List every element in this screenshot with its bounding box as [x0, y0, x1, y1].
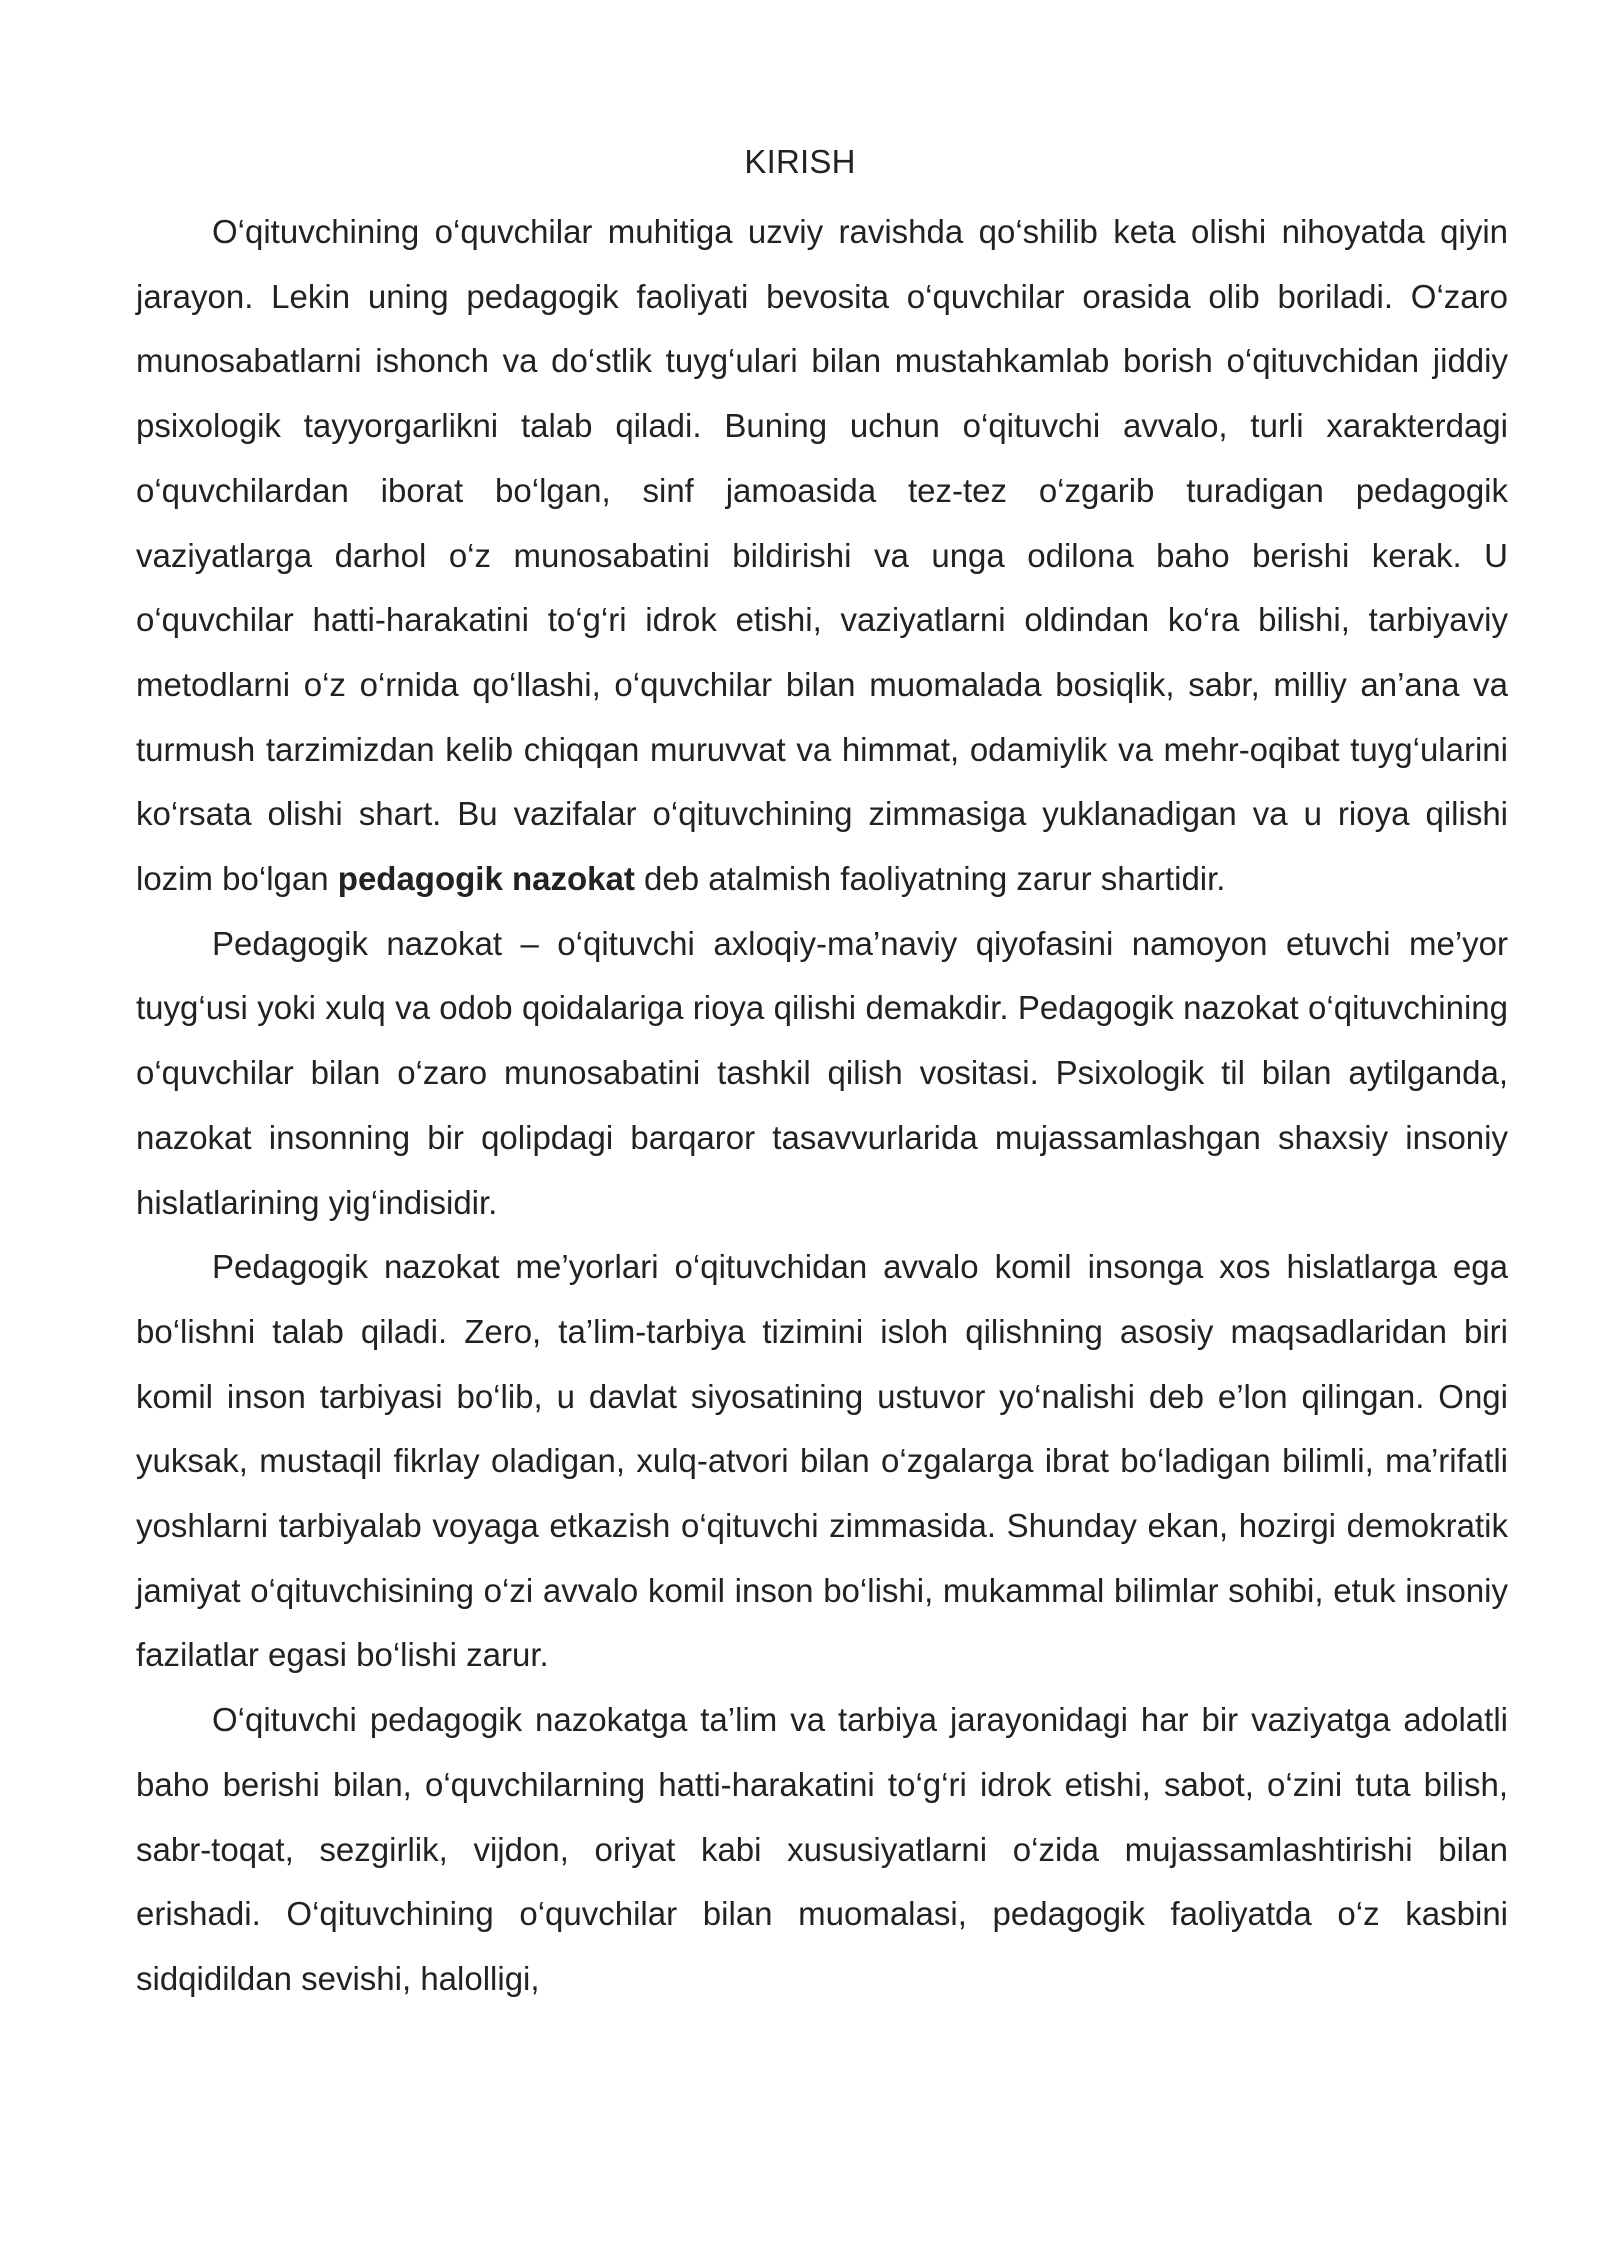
paragraph-1-text-end: deb atalmish faoliyatning zarur shartidir.	[634, 860, 1226, 898]
paragraph-1	[136, 200, 1508, 912]
paragraph-2: Pedagogik nazokat – o‘qituvchi axloqiy-ma’naviy qiyofasini namoyon etuvchi me’yor tuyg‘usi yoki xulq va odob qoidalariga rioya qilishi demakdir. Pedagogik nazokat o‘qituvchining o‘quvchilar bilan o‘zaro munosabatini tashkil qilish vositasi. Psixologik til bilan aytilganda, nazokat insonning bir qolipdagi barqaror tasavvurlarida mujassamlashgan shaxsiy insoniy hislatlarining yig‘indisidir.	[136, 924, 1508, 1221]
document-title: KIRISH	[744, 143, 856, 180]
paragraph-1-text-start: O‘qituvchining o‘quvchilar muhitiga uzviy ravishda qo‘shilib keta olishi nihoyatda qiyin jarayon. Lekin uning pedagogik faoliyati bevosita o‘quvchilar orasida olib boriladi. O‘zaro munosabatlarni ishonch va do‘stlik tuyg‘ulari bilan mustahkamlab borish o‘qituvchidan jiddiy psixologik tayyorgarlikni talab qiladi. Buning uchun o‘qituvchi avvalo, turli xarakterdagi o‘quvchilardan iborat bo‘lgan, sinf jamoasida tez-tez o‘zgarib turadigan pedagogik vaziyatlarga darhol o‘z munosabatini bildirishi va unga odilona baho berishi kerak. U o‘quvchilar hatti-harakatini to‘g‘ri idrok etishi, vaziyatlarni oldindan ko‘ra bilishi, tarbiyaviy metodlarni o‘z o‘rnida qo‘llashi, o‘quvchilar bilan muomalada bosiqlik, sabr, milliy an’ana va turmush tarzimizdan kelib chiqqan muruvvat va himmat, odamiylik va mehr-oqibat tuyg‘ularini ko‘rsata olishi shart. Bu vazifalar o‘qituvchining zimmasiga yuklanadigan va u rioya qilishi lozim bo‘lgan	[136, 213, 1508, 898]
paragraph-4: O‘qituvchi pedagogik nazokatga ta’lim va tarbiya jarayonidagi har bir vaziyatga adolatli baho berishi bilan, o‘quvchilarning hatti-harakatini to‘g‘ri idrok etishi, sabot, o‘zini tuta bilish, sabr-toqat, sezgirlik, vijdon, oriyat kabi xususiyatlarni o‘zida mujassamlashtirishi bilan erishadi. O‘qituvchining o‘quvchilar bilan muomalasi, pedagogik faoliyatda o‘z kasbini sidqidildan sevishi, halolligi,	[136, 1701, 1508, 1997]
bold-term-pedagogik-nazokat: pedagogik nazokat	[337, 860, 635, 898]
document-body	[136, 200, 1508, 2012]
paragraph-3: Pedagogik nazokat me’yorlari o‘qituvchidan avvalo komil insonga xos hislatlarga ega bo‘lishni talab qiladi. Zero, ta’lim-tarbiya tizimini isloh qilishning asosiy maqsadlaridan biri komil inson tarbiyasi bo‘lib, u davlat siyosatining ustuvor yo‘nalishi deb e’lon qilingan. Ongi yuksak, mustaqil fikrlay oladigan, xulq-atvori bilan o‘zgalarga ibrat bo‘ladigan bilimli, ma’rifatli yoshlarni tarbiyalab voyaga etkazish o‘qituvchi zimmasida. Shunday ekan, hozirgi demokratik jamiyat o‘qituvchisining o‘zi avvalo komil inson bo‘lishi, mukammal bilimlar sohibi, etuk insoniy fazilatlar egasi bo‘lishi zarur.	[136, 1248, 1508, 1674]
